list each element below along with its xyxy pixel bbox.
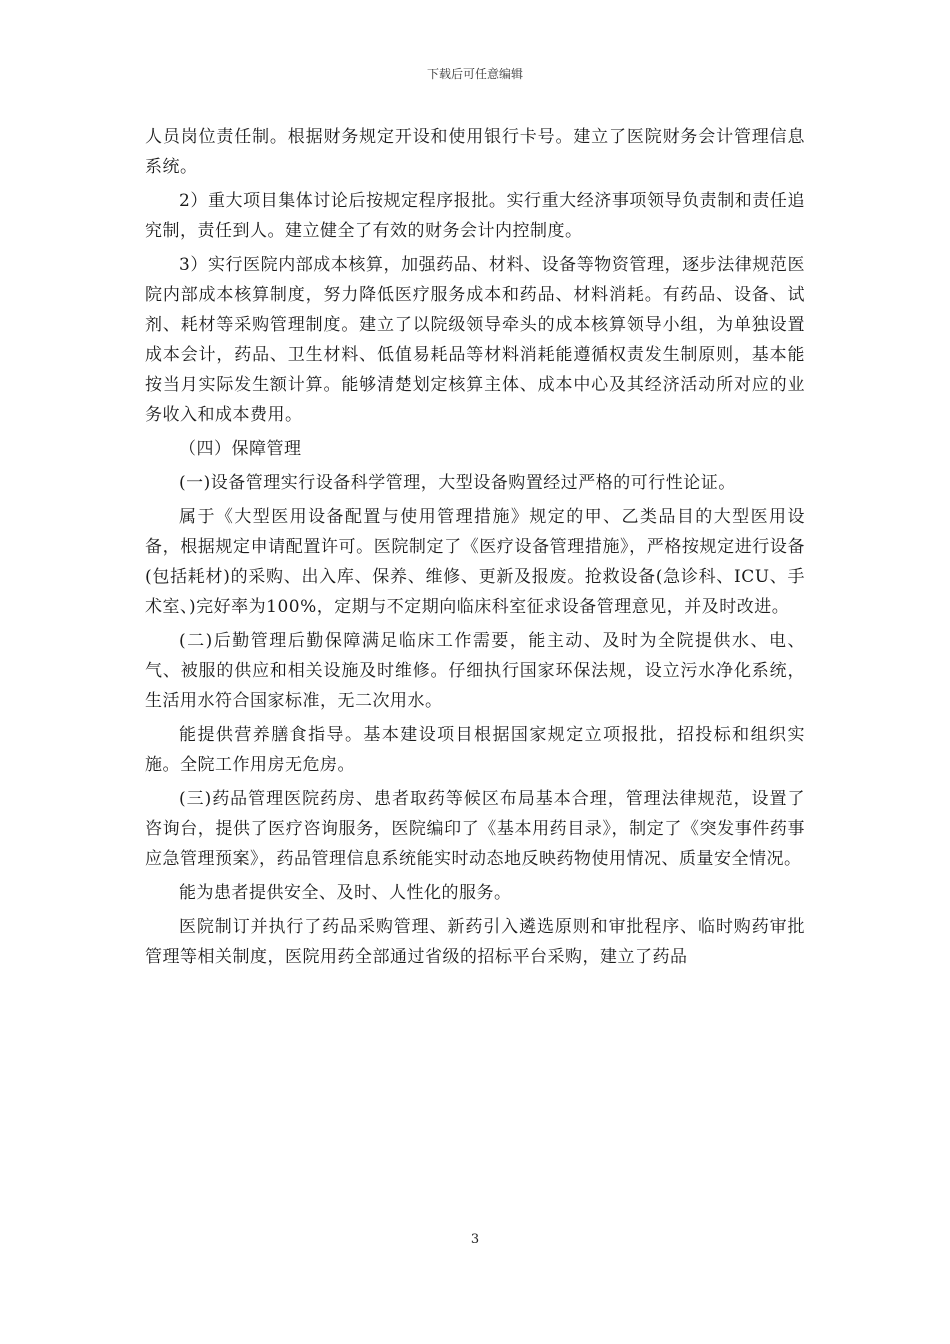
paragraph-1: 人员岗位责任制。根据财务规定开设和使用银行卡号。建立了医院财务会计管理信息系统。 <box>145 127 805 177</box>
document-body <box>145 122 805 976</box>
paragraph-equipment-intro: (一)设备管理实行设备科学管理，大型设备购置经过严格的可行性论证。 <box>179 473 736 493</box>
section-heading-baozhang: （四）保障管理 <box>179 439 302 459</box>
paragraph-service: 能为患者提供安全、及时、人性化的服务。 <box>179 883 512 903</box>
paragraph-pharmacy: (三)药品管理医院药房、患者取药等候区布局基本合理，管理法律规范，设置了咨询台，提供了医疗咨询服务，医院编印了《基本用药目录》，制定了《突发事件药事应急管理预案》，药品管理信息系统能实时动态地反映药物使用情况、质量安全情况。 <box>145 789 805 869</box>
page-header: 下载后可任意编辑 <box>426 67 523 81</box>
paragraph-3: 3）实行医院内部成本核算，加强药品、材料、设备等物资管理，逐步法律规范医院内部成本核算制度，努力降低医疗服务成本和药品、材料消耗。有药品、设备、试剂、耗材等采购管理制度。建立了以院级领导牵头的成本核算领导小组，为单独设置成本会计，药品、卫生材料、低值易耗品等材料消耗能遵循权责发生制原则，基本能按当月实际发生额计算。能够清楚划定核算主体、成本中心及其经济活动所对应的业务收入和成本费用。 <box>145 255 805 425</box>
paragraph-logistics: (二)后勤管理后勤保障满足临床工作需要，能主动、及时为全院提供水、电、气、被服的供应和相关设施及时维修。仔细执行国家环保法规，设立污水净化系统，生活用水符合国家标准，无二次用水。 <box>145 631 805 711</box>
page-number: 3 <box>470 1232 480 1247</box>
paragraph-2: 2）重大项目集体讨论后按规定程序报批。实行重大经济事项领导负责制和责任追究制，责任到人。建立健全了有效的财务会计内控制度。 <box>145 191 805 241</box>
paragraph-nutrition: 能提供营养膳食指导。基本建设项目根据国家规定立项报批，招投标和组织实施。全院工作用房无危房。 <box>145 725 805 775</box>
paragraph-equipment-detail: 属于《大型医用设备配置与使用管理措施》规定的甲、乙类品目的大型医用设备，根据规定申请配置许可。医院制定了《医疗设备管理措施》，严格按规定进行设备(包括耗材)的采购、出入库、保养、维修、更新及报废。抢救设备(急诊科、ICU、手术室、)完好率为100%，定期与不定期向临床科室征求设备管理意见，并及时改进。 <box>145 507 805 617</box>
paragraph-procurement: 医院制订并执行了药品采购管理、新药引入遴选原则和审批程序、临时购药审批管理等相关制度，医院用药全部通过省级的招标平台采购，建立了药品 <box>145 917 805 967</box>
